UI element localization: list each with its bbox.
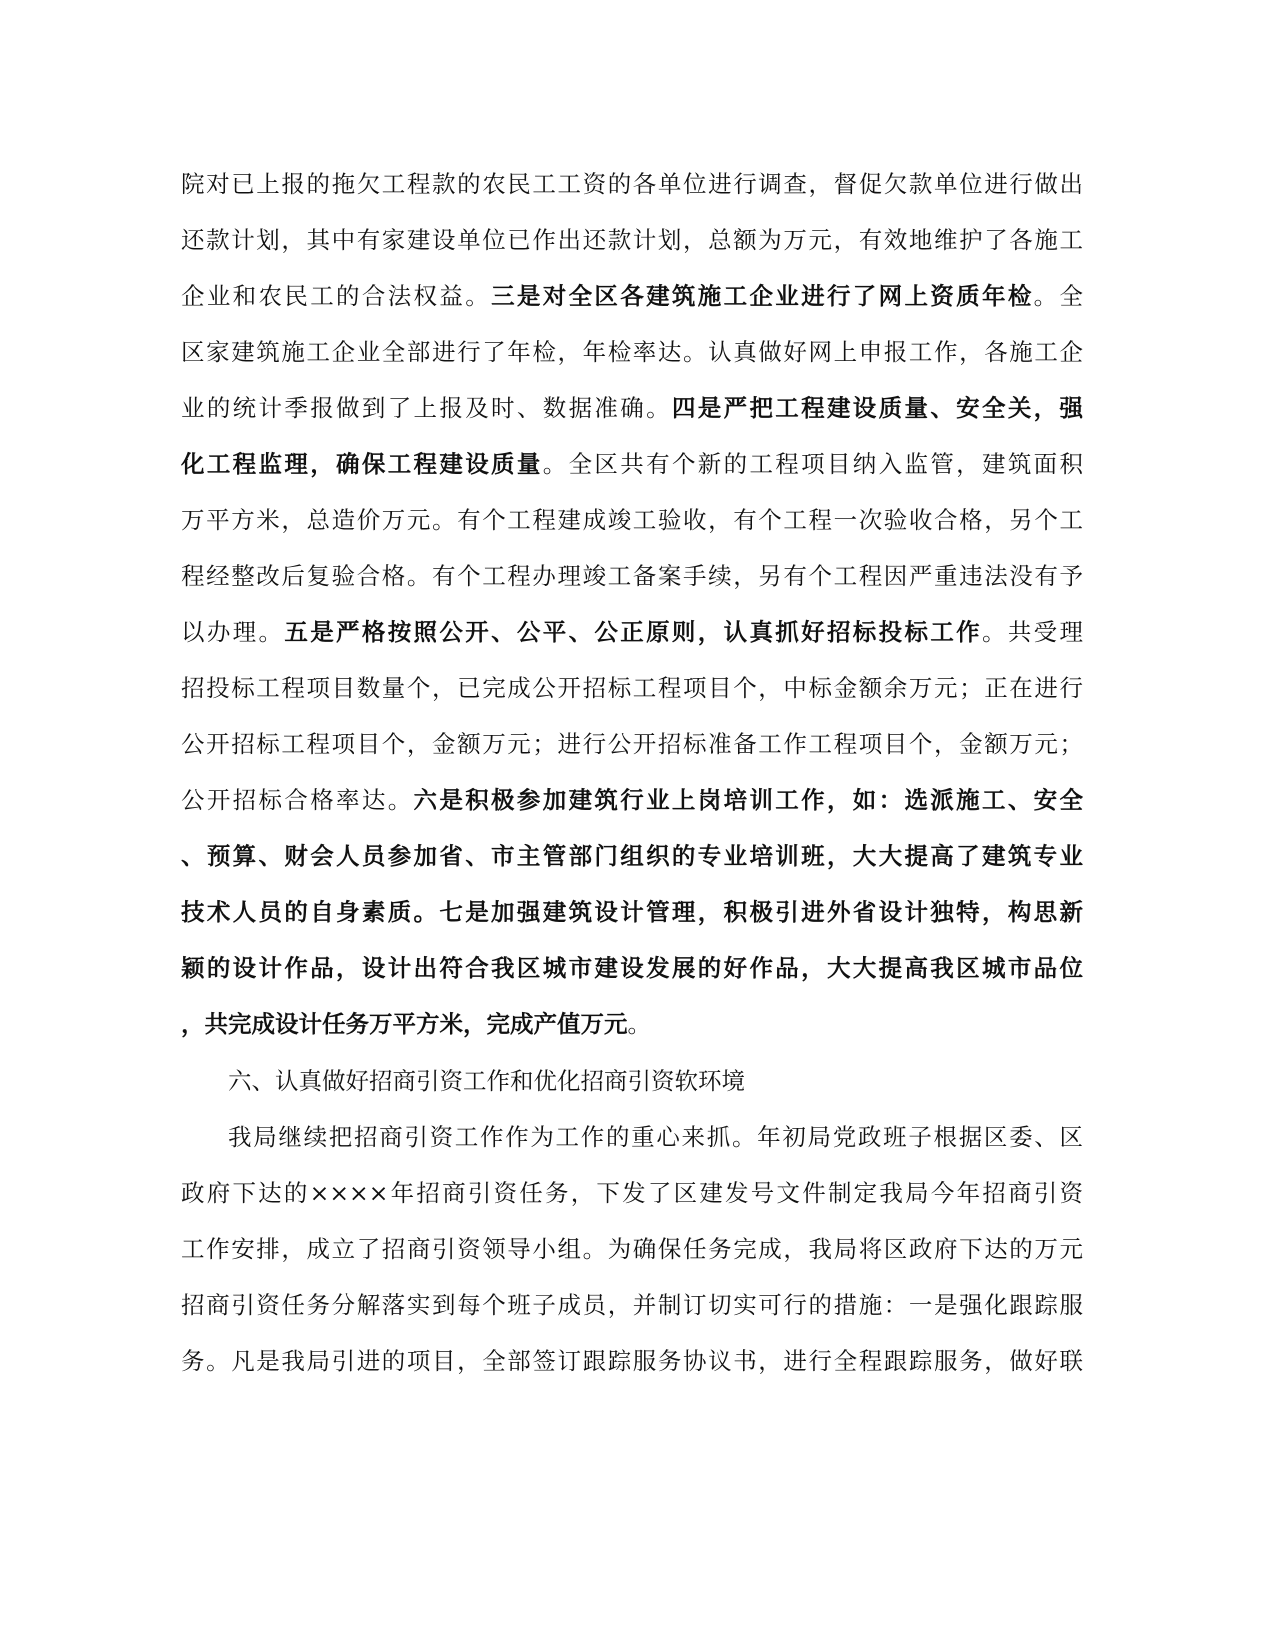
text-line [181,276,1083,316]
text-line [181,1285,1083,1325]
text-run: 我局继续把招商引资工作作为工作的重心来抓。年初局党政班子根据区委、区 [228,1123,1083,1151]
text-line [181,332,1083,372]
text-line [181,388,1083,428]
text-run: 工作安排，成立了招商引资领导小组。为确保任务完成，我局将区政府下达的万元 [181,1235,1083,1263]
bold-text-run: ，共完成设计任务万平方米，完成产值万元 [181,1010,628,1038]
text-line [181,500,1083,540]
bold-text-run: 技术人员的自身素质。七是加强建筑设计管理，积极引进外省设计独特，构思新 [181,898,1083,926]
text-run: 企业和农民工的合法权益。 [181,282,492,310]
bold-text-run: 四是严把工程建设质量、安全关，强 [671,394,1083,422]
text-line [181,780,1083,820]
text-run: 程经整改后复验合格。有个工程办理竣工备案手续，另有个工程因严重违法没有予 [181,562,1083,590]
bold-text-run: 颖的设计作品，设计出符合我区城市建设发展的好作品，大大提高我区城市品位 [181,954,1083,982]
text-line [181,1341,1083,1381]
bold-text-run: 五是严格按照公开、公平、公正原则，认真抓好招标投标工作 [284,618,982,646]
text-run: 政府下达的××××年招商引资任务，下发了区建发号文件制定我局今年招商引资 [181,1179,1083,1207]
bold-text-run: 、预算、财会人员参加省、市主管部门组织的专业培训班，大大提高了建筑专业 [181,842,1083,870]
text-line [181,836,1083,876]
text-run: 公开招标工程项目个，金额万元；进行公开招标准备工作工程项目个，金额万元； [181,730,1083,758]
text-run: 区家建筑施工企业全部进行了年检，年检率达。认真做好网上申报工作，各施工企 [181,338,1083,366]
text-line [181,724,1083,764]
text-line [181,892,1083,932]
text-run: 六、认真做好招商引资工作和优化招商引资软环境 [228,1067,745,1095]
section-heading [228,1061,1083,1101]
text-line [181,444,1083,484]
text-run: 万平方米，总造价万元。有个工程建成竣工验收，有个工程一次验收合格，另个工 [181,506,1083,534]
text-run: 务。凡是我局引进的项目，全部签订跟踪服务协议书，进行全程跟踪服务，做好联 [181,1347,1083,1375]
text-run: 招投标工程项目数量个，已完成公开招标工程项目个，中标金额余万元；正在进行 [181,674,1083,702]
text-run: 。全区共有个新的工程项目纳入监管，建筑面积 [542,450,1083,478]
text-line [181,220,1083,260]
text-run: 院对已上报的拖欠工程款的农民工工资的各单位进行调查，督促欠款单位进行做出 [181,170,1083,198]
bold-text-run: 化工程监理，确保工程建设质量 [181,450,543,478]
text-line [181,1173,1083,1213]
text-run: 。 [627,1010,651,1038]
bold-text-run: 六是积极参加建筑行业上岗培训工作，如：选派施工、安全 [413,786,1083,814]
text-line [181,612,1083,652]
text-run: 招商引资任务分解落实到每个班子成员，并制订切实可行的措施：一是强化跟踪服 [181,1291,1083,1319]
text-run: 还款计划，其中有家建设单位已作出还款计划，总额为万元，有效地维护了各施工 [181,226,1083,254]
text-line [181,1004,1083,1044]
text-run: 业的统计季报做到了上报及时、数据准确。 [181,394,672,422]
text-run: 以办理。 [181,618,285,646]
text-run: 。全 [1033,282,1083,310]
text-line [181,1229,1083,1269]
bold-text-run: 三是对全区各建筑施工企业进行了网上资质年检 [491,282,1034,310]
text-line [181,668,1083,708]
text-line [181,164,1083,204]
text-run: 。共受理 [982,618,1083,646]
text-line [228,1117,1083,1157]
text-run: 公开招标合格率达。 [181,786,414,814]
text-line [181,948,1083,988]
text-line [181,556,1083,596]
